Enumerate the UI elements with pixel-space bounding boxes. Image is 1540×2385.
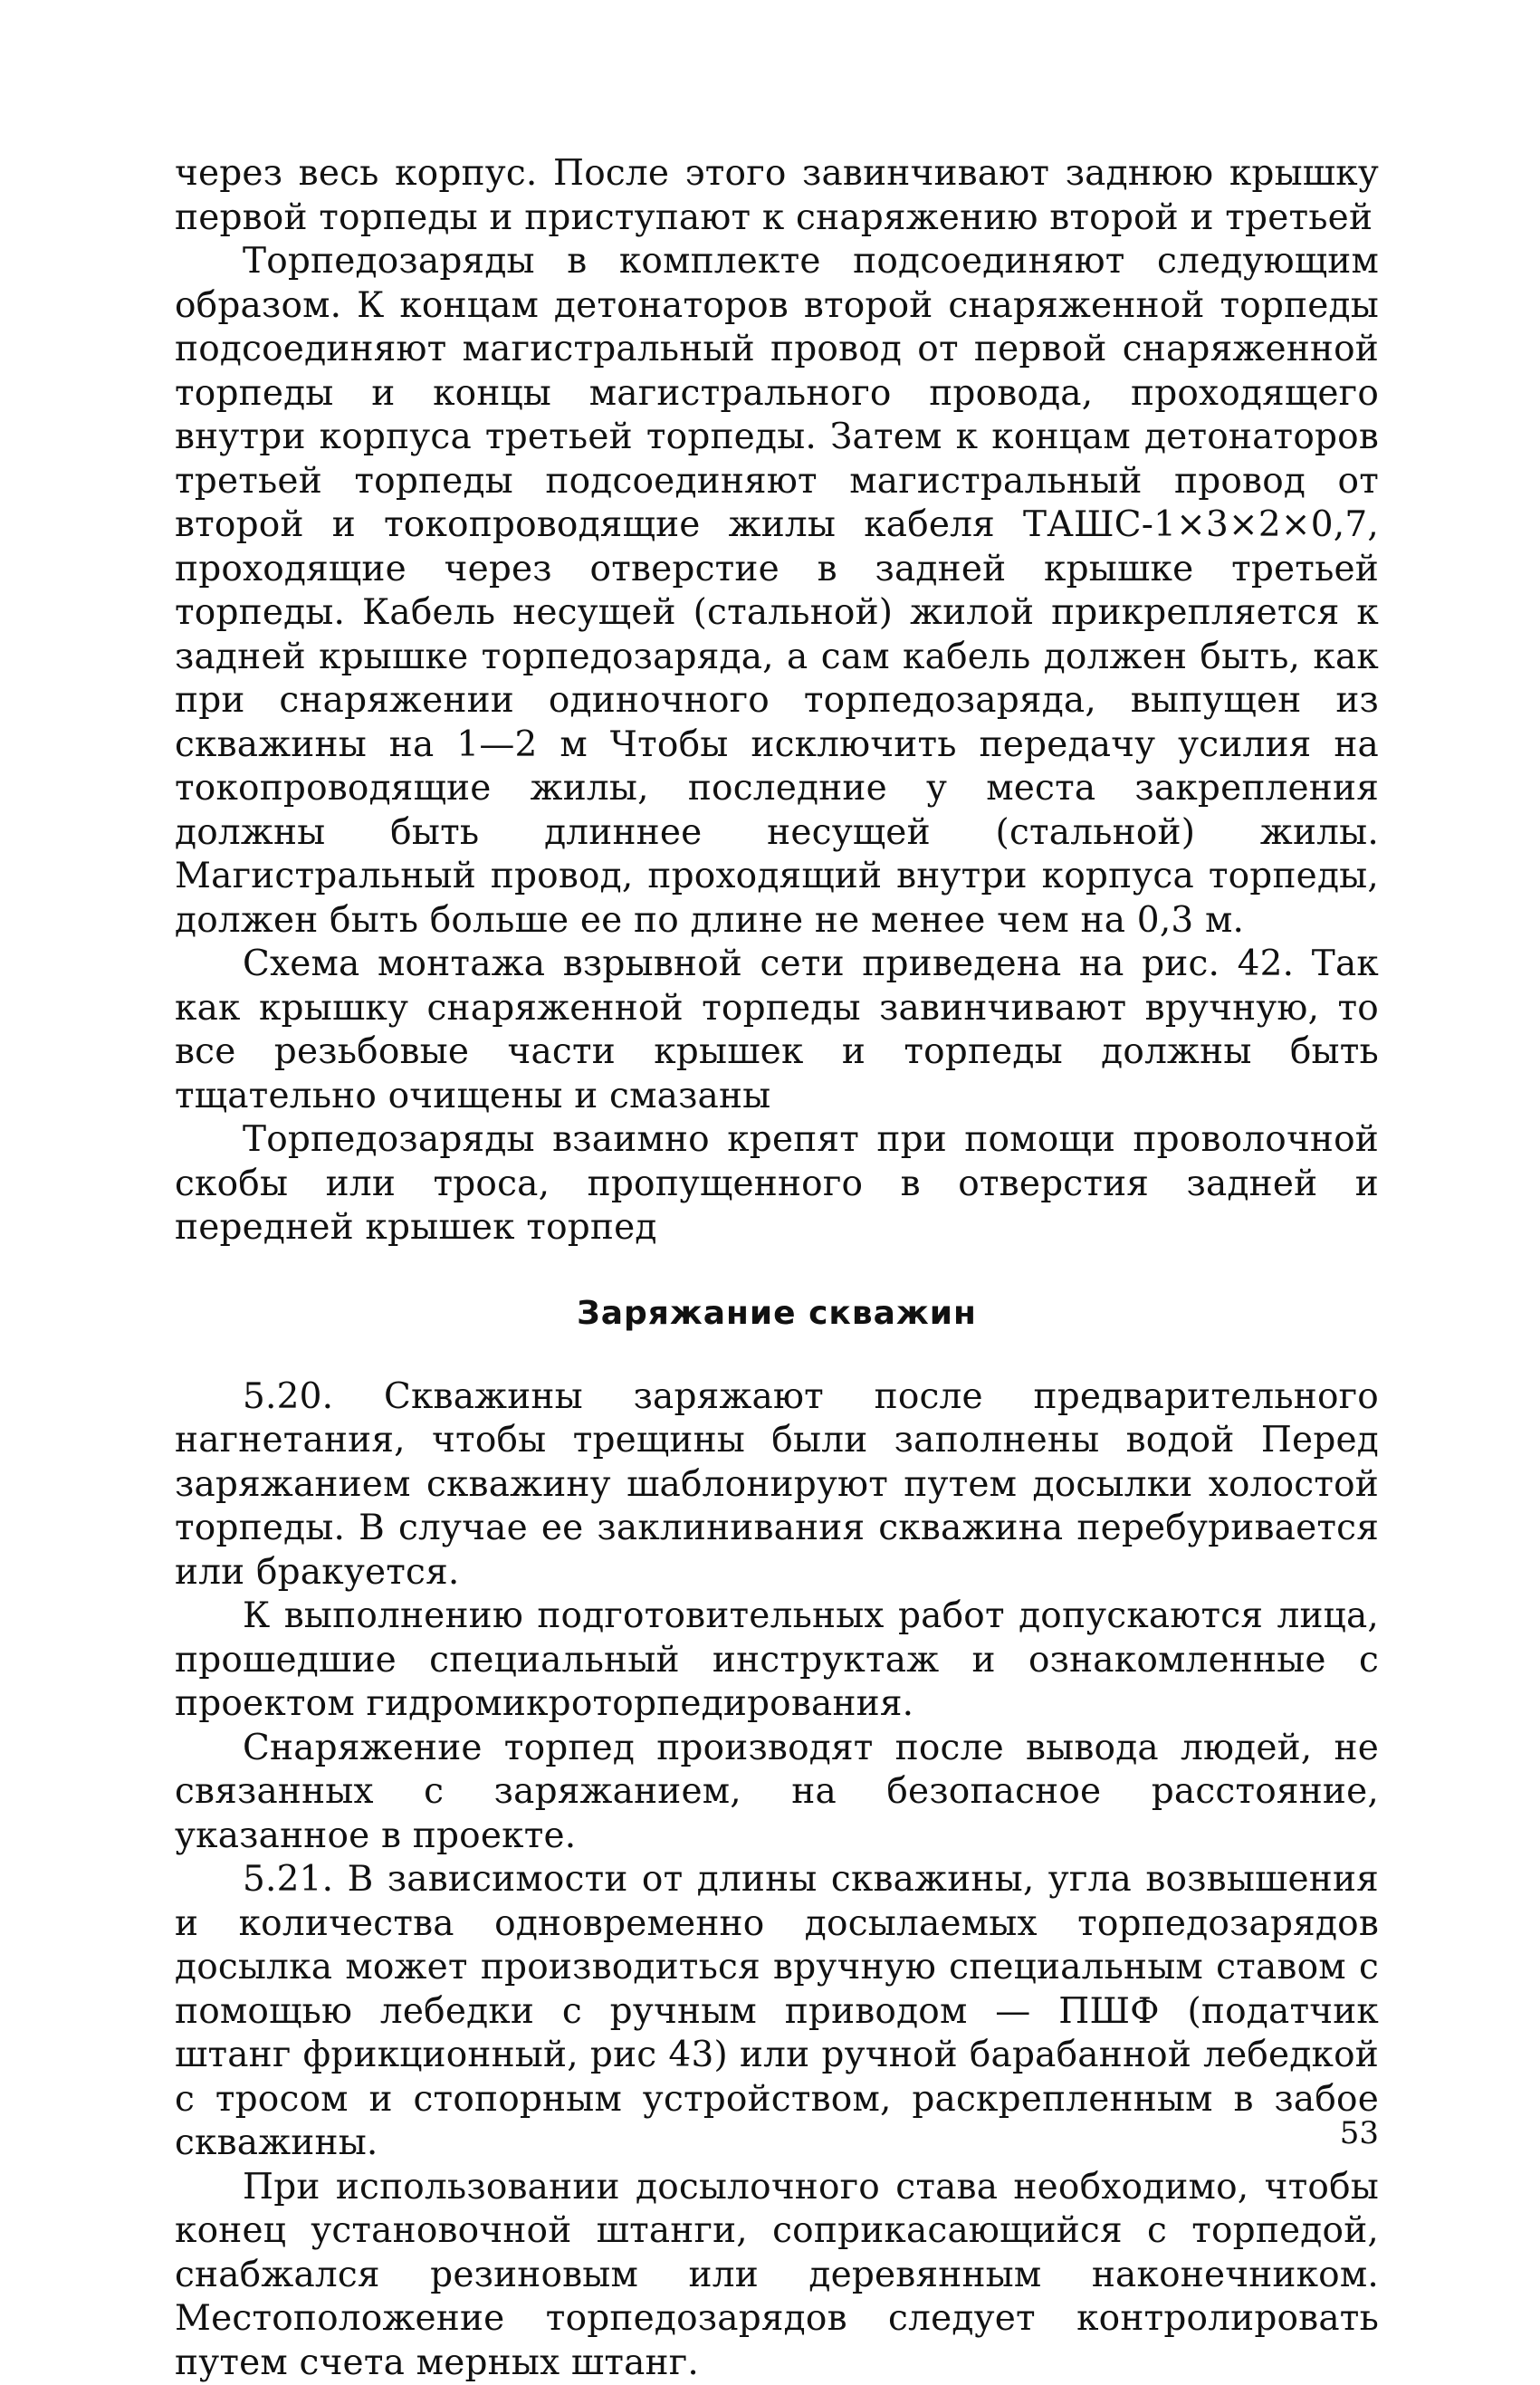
paragraph-torpedo-connection: Торпедозаряды в комплекте подсоединяют следующим образом. К концам детонаторов второй снаряженной торпеды подсоединяют магистральный провод от первой снаряженной торпеды и концы магистрального провода, проходящего внутри корпуса третьей торпеды. Затем к концам детонаторов третьей торпеды подсоединяют магистральный провод от второй и токопроводящие жилы кабеля ТАШС-1×3×2×0,7, проходящие через отверстие в задней крышке третьей торпеды. Кабель несущей (стальной) жилой прикрепляется к задней крышке торпедозаряда, а сам кабель должен быть, как при снаряжении одиночного торпедозаряда, выпущен из скважины на 1—2 м Чтобы исключить передачу усилия на токопроводящие жилы, последние у места закрепления должны быть длиннее несущей (стальной) жилы. Магистральный провод, проходящий внутри корпуса торпеды, должен быть больше ее по длине не менее чем на 0,3 м. xyxy=(175,240,1379,943)
page-number: 53 xyxy=(1340,2115,1379,2151)
paragraph-torpedo-fastening: Торпедозаряды взаимно крепят при помощи проволочной скобы или троса, пропущенного в отверстия задней и передней крышек торпед xyxy=(175,1118,1379,1250)
paragraph-torpedo-charging: Снаряжение торпед производят после вывода людей, не связанных с заряжанием, на безопасное расстояние, указанное в проекте. xyxy=(175,1727,1379,1859)
paragraph-delivery-rod: При использовании досылочного става необходимо, чтобы конец установочной штанги, соприкасающийся с торпедой, снабжался резиновым или деревянным наконечником. Местоположение торпедозарядов следует контролировать путем счета мерных штанг. xyxy=(175,2166,1379,2385)
section-heading: Заряжание скважин xyxy=(175,1292,1379,1336)
paragraph-personnel-admission: К выполнению подготовительных работ допускаются лица, прошедшие специальный инструктаж и ознакомленные с проектом гидромикроторпедирования. xyxy=(175,1595,1379,1727)
paragraph-5-21: 5.21. В зависимости от длины скважины, угла возвышения и количества одновременно досылаемых торпедозарядов досылка может производиться вручную специальным ставом с помощью лебедки с ручным приводом — ПШФ (податчик штанг фрикционный, рис 43) или ручной барабанной лебедкой с тросом и стопорным устройством, раскрепленным в забое скважины. xyxy=(175,1858,1379,2166)
paragraph-blast-network-scheme: Схема монтажа взрывной сети приведена на рис. 42. Так как крышку снаряженной торпеды завинчивают вручную, то все резьбовые части крышек и торпеды должны быть тщательно очищены и смазаны xyxy=(175,943,1379,1118)
paragraph-continuation: через весь корпус. После этого завинчивают заднюю крышку первой торпеды и приступают к снаряжению второй и третьей xyxy=(175,152,1379,240)
paragraph-5-20: 5.20. Скважины заряжают после предварительного нагнетания, чтобы трещины были заполнены водой Перед заряжанием скважину шаблонируют путем досылки холостой торпеды. В случае ее заклинивания скважина перебуривается или бракуется. xyxy=(175,1375,1379,1595)
document-page xyxy=(175,152,1379,2385)
